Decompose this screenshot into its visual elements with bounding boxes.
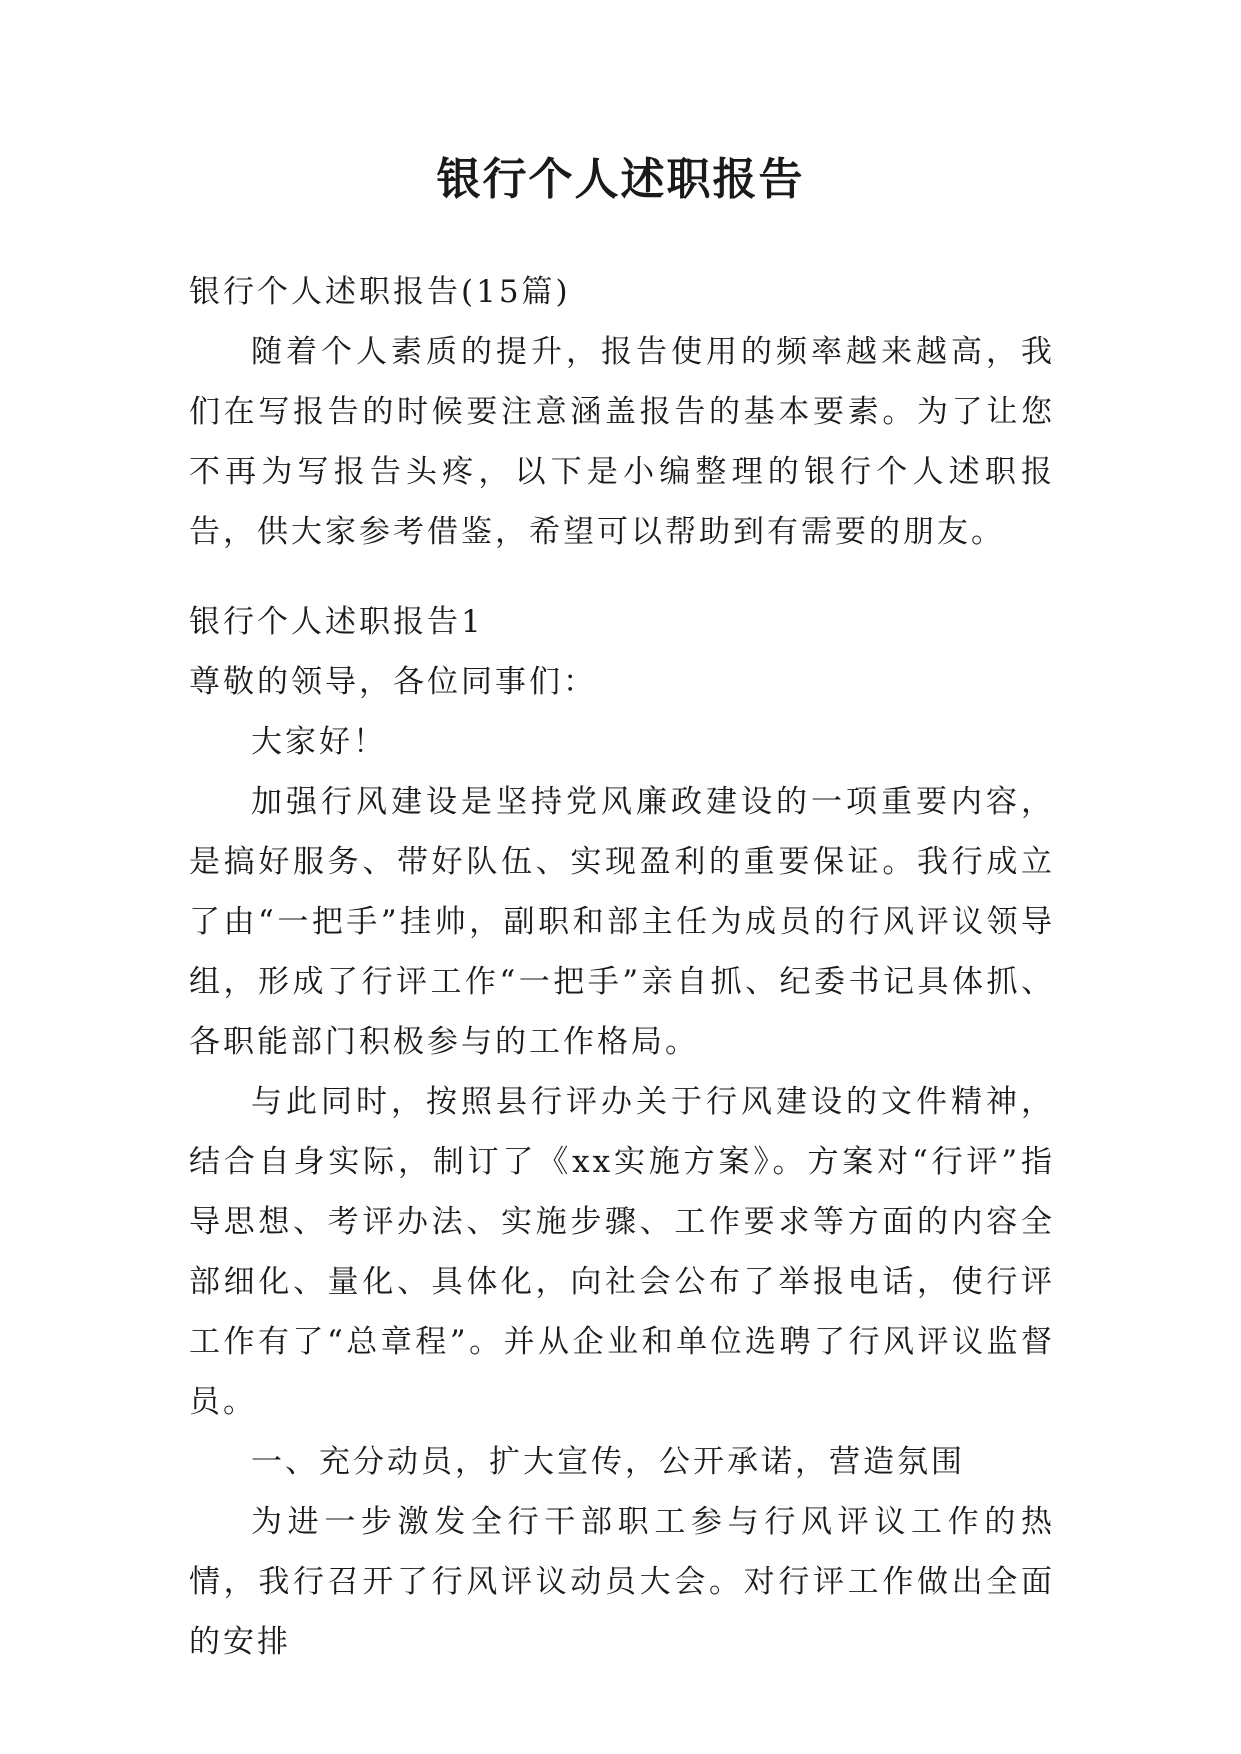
intro-paragraph: 随着个人素质的提升，报告使用的频率越来越高，我们在写报告的时候要注意涵盖报告的基本要素。为了让您不再为写报告头疼，以下是小编整理的银行个人述职报告，供大家参考借鉴，希望可以帮助到有需要的朋友。: [189, 334, 1055, 550]
greeting-paragraph: 大家好！: [251, 724, 387, 760]
body-paragraph: 为进一步激发全行干部职工参与行风评议工作的热情，我行召开了行风评议动员大会。对行评工作做出全面的安排: [189, 1504, 1055, 1660]
body-paragraph: 与此同时，按照县行评办关于行风建设的文件精神，结合自身实际，制订了《xx实施方案》。方案对“行评”指导思想、考评办法、实施步骤、工作要求等方面的内容全部细化、量化、具体化，向社会公布了举报电话，使行评工作有了“总章程”。并从企业和单位选聘了行风评议监督员。: [189, 1084, 1055, 1420]
document-title: 银行个人述职报告: [436, 154, 805, 205]
section-heading: 银行个人述职报告1: [189, 604, 484, 640]
subtitle-paragraph: 银行个人述职报告(15篇): [189, 274, 571, 310]
document-body: [189, 262, 1055, 1672]
body-paragraph: 加强行风建设是坚持党风廉政建设的一项重要内容，是搞好服务、带好队伍、实现盈利的重要保证。我行成立了由“一把手”挂帅，副职和部主任为成员的行风评议领导组，形成了行评工作“一把手”亲自抓、纪委书记具体抓、各职能部门积极参与的工作格局。: [189, 784, 1055, 1060]
salutation-paragraph: 尊敬的领导，各位同事们：: [189, 664, 597, 700]
subsection-heading: 一、充分动员，扩大宣传，公开承诺，营造氛围: [251, 1444, 965, 1480]
